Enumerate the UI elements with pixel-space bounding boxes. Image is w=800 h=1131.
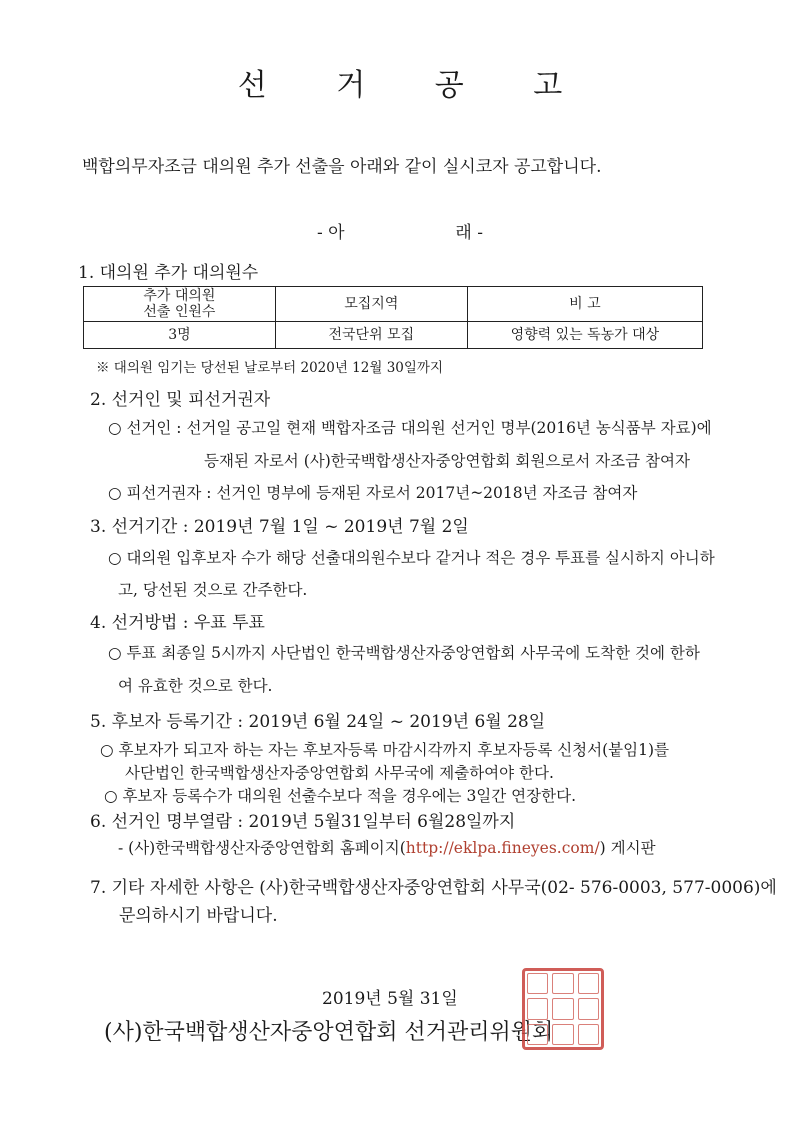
section-7-line-2: 문의하시기 바랍니다.	[119, 906, 278, 926]
signature-org: (사)한국백합생산자중앙연합회 선거관리위원회	[104, 1020, 554, 1045]
section-4-item-line-2: 여 유효한 것으로 한다.	[118, 677, 273, 695]
section-4-heading: 4. 선거방법 : 우표 투표	[90, 613, 265, 633]
table-header-cell: 모집지역	[275, 287, 467, 322]
section-3-item-line-2: 고, 당선된 것으로 간주한다.	[118, 581, 308, 599]
table-cell: 전국단위 모집	[275, 322, 467, 349]
section-5-item-1-line-1: ○ 후보자가 되고자 하는 자는 후보자등록 마감시각까지 후보자등록 신청서(붙임1)를	[100, 741, 670, 759]
section-1-heading: 1. 대의원 추가 대의원수	[78, 263, 259, 283]
section-5-item-2: ○ 후보자 등록수가 대의원 선출수보다 적을 경우에는 3일간 연장한다.	[104, 787, 577, 805]
section-6-line	[118, 836, 656, 858]
page-title: 선 거 공 고	[237, 68, 593, 103]
intro-text: 백합의무자조금 대의원 추가 선출을 아래와 같이 실시코자 공고합니다.	[82, 157, 602, 177]
section-2-item-1-line-1: ○ 선거인 : 선거일 공고일 현재 백합자조금 대의원 선거인 명부(2016년 농식품부 자료)에	[108, 419, 712, 437]
section-3-heading: 3. 선거기간 : 2019년 7월 1일 ~ 2019년 7월 2일	[90, 517, 469, 537]
below-right: 래 -	[455, 223, 483, 243]
issue-date: 2019년 5월 31일	[322, 989, 458, 1009]
section-2-item-2: ○ 피선거권자 : 선거인 명부에 등재된 자로서 2017년~2018년 자조금 참여자	[108, 484, 638, 502]
section-7-line-1: 7. 기타 자세한 사항은 (사)한국백합생산자중앙연합회 사무국(02- 576-0003, 577-0006)에	[90, 878, 777, 898]
table-cell: 3명	[84, 322, 276, 349]
section-2-heading: 2. 선거인 및 피선거권자	[90, 390, 271, 410]
section-2-item-1-line-2: 등재된 자로서 (사)한국백합생산자중앙연합회 회원으로서 자조금 참여자	[204, 452, 690, 470]
table-header-cell: 추가 대의원 선출 인원수	[84, 287, 276, 322]
table-row	[84, 322, 703, 349]
section-5-item-1-line-2: 사단법인 한국백합생산자중앙연합회 사무국에 제출하여야 한다.	[125, 764, 554, 782]
candidate-table	[83, 286, 703, 349]
official-seal-icon	[522, 968, 604, 1050]
table-cell: 영향력 있는 독농가 대상	[467, 322, 702, 349]
section-6-line-suffix: ) 게시판	[599, 839, 656, 857]
term-note: ※ 대의원 임기는 당선된 날로부터 2020년 12월 30일까지	[96, 360, 443, 376]
section-5-heading: 5. 후보자 등록기간 : 2019년 6월 24일 ~ 2019년 6월 28일	[90, 712, 546, 732]
section-6-line-prefix: - (사)한국백합생산자중앙연합회 홈페이지(	[118, 839, 406, 857]
section-4-item-line-1: ○ 투표 최종일 5시까지 사단법인 한국백합생산자중앙연합회 사무국에 도착한 것에 한하	[108, 644, 700, 662]
below-marker	[0, 218, 800, 243]
section-6-heading: 6. 선거인 명부열람 : 2019년 5월31일부터 6월28일까지	[90, 812, 516, 832]
table-header-cell: 비 고	[467, 287, 702, 322]
homepage-link[interactable]: http://eklpa.fineyes.com/	[405, 839, 600, 857]
table-header-row	[84, 287, 703, 322]
section-3-item-line-1: ○ 대의원 입후보자 수가 해당 선출대의원수보다 같거나 적은 경우 투표를 실시하지 아니하	[108, 549, 715, 567]
below-left: - 아	[317, 223, 345, 243]
